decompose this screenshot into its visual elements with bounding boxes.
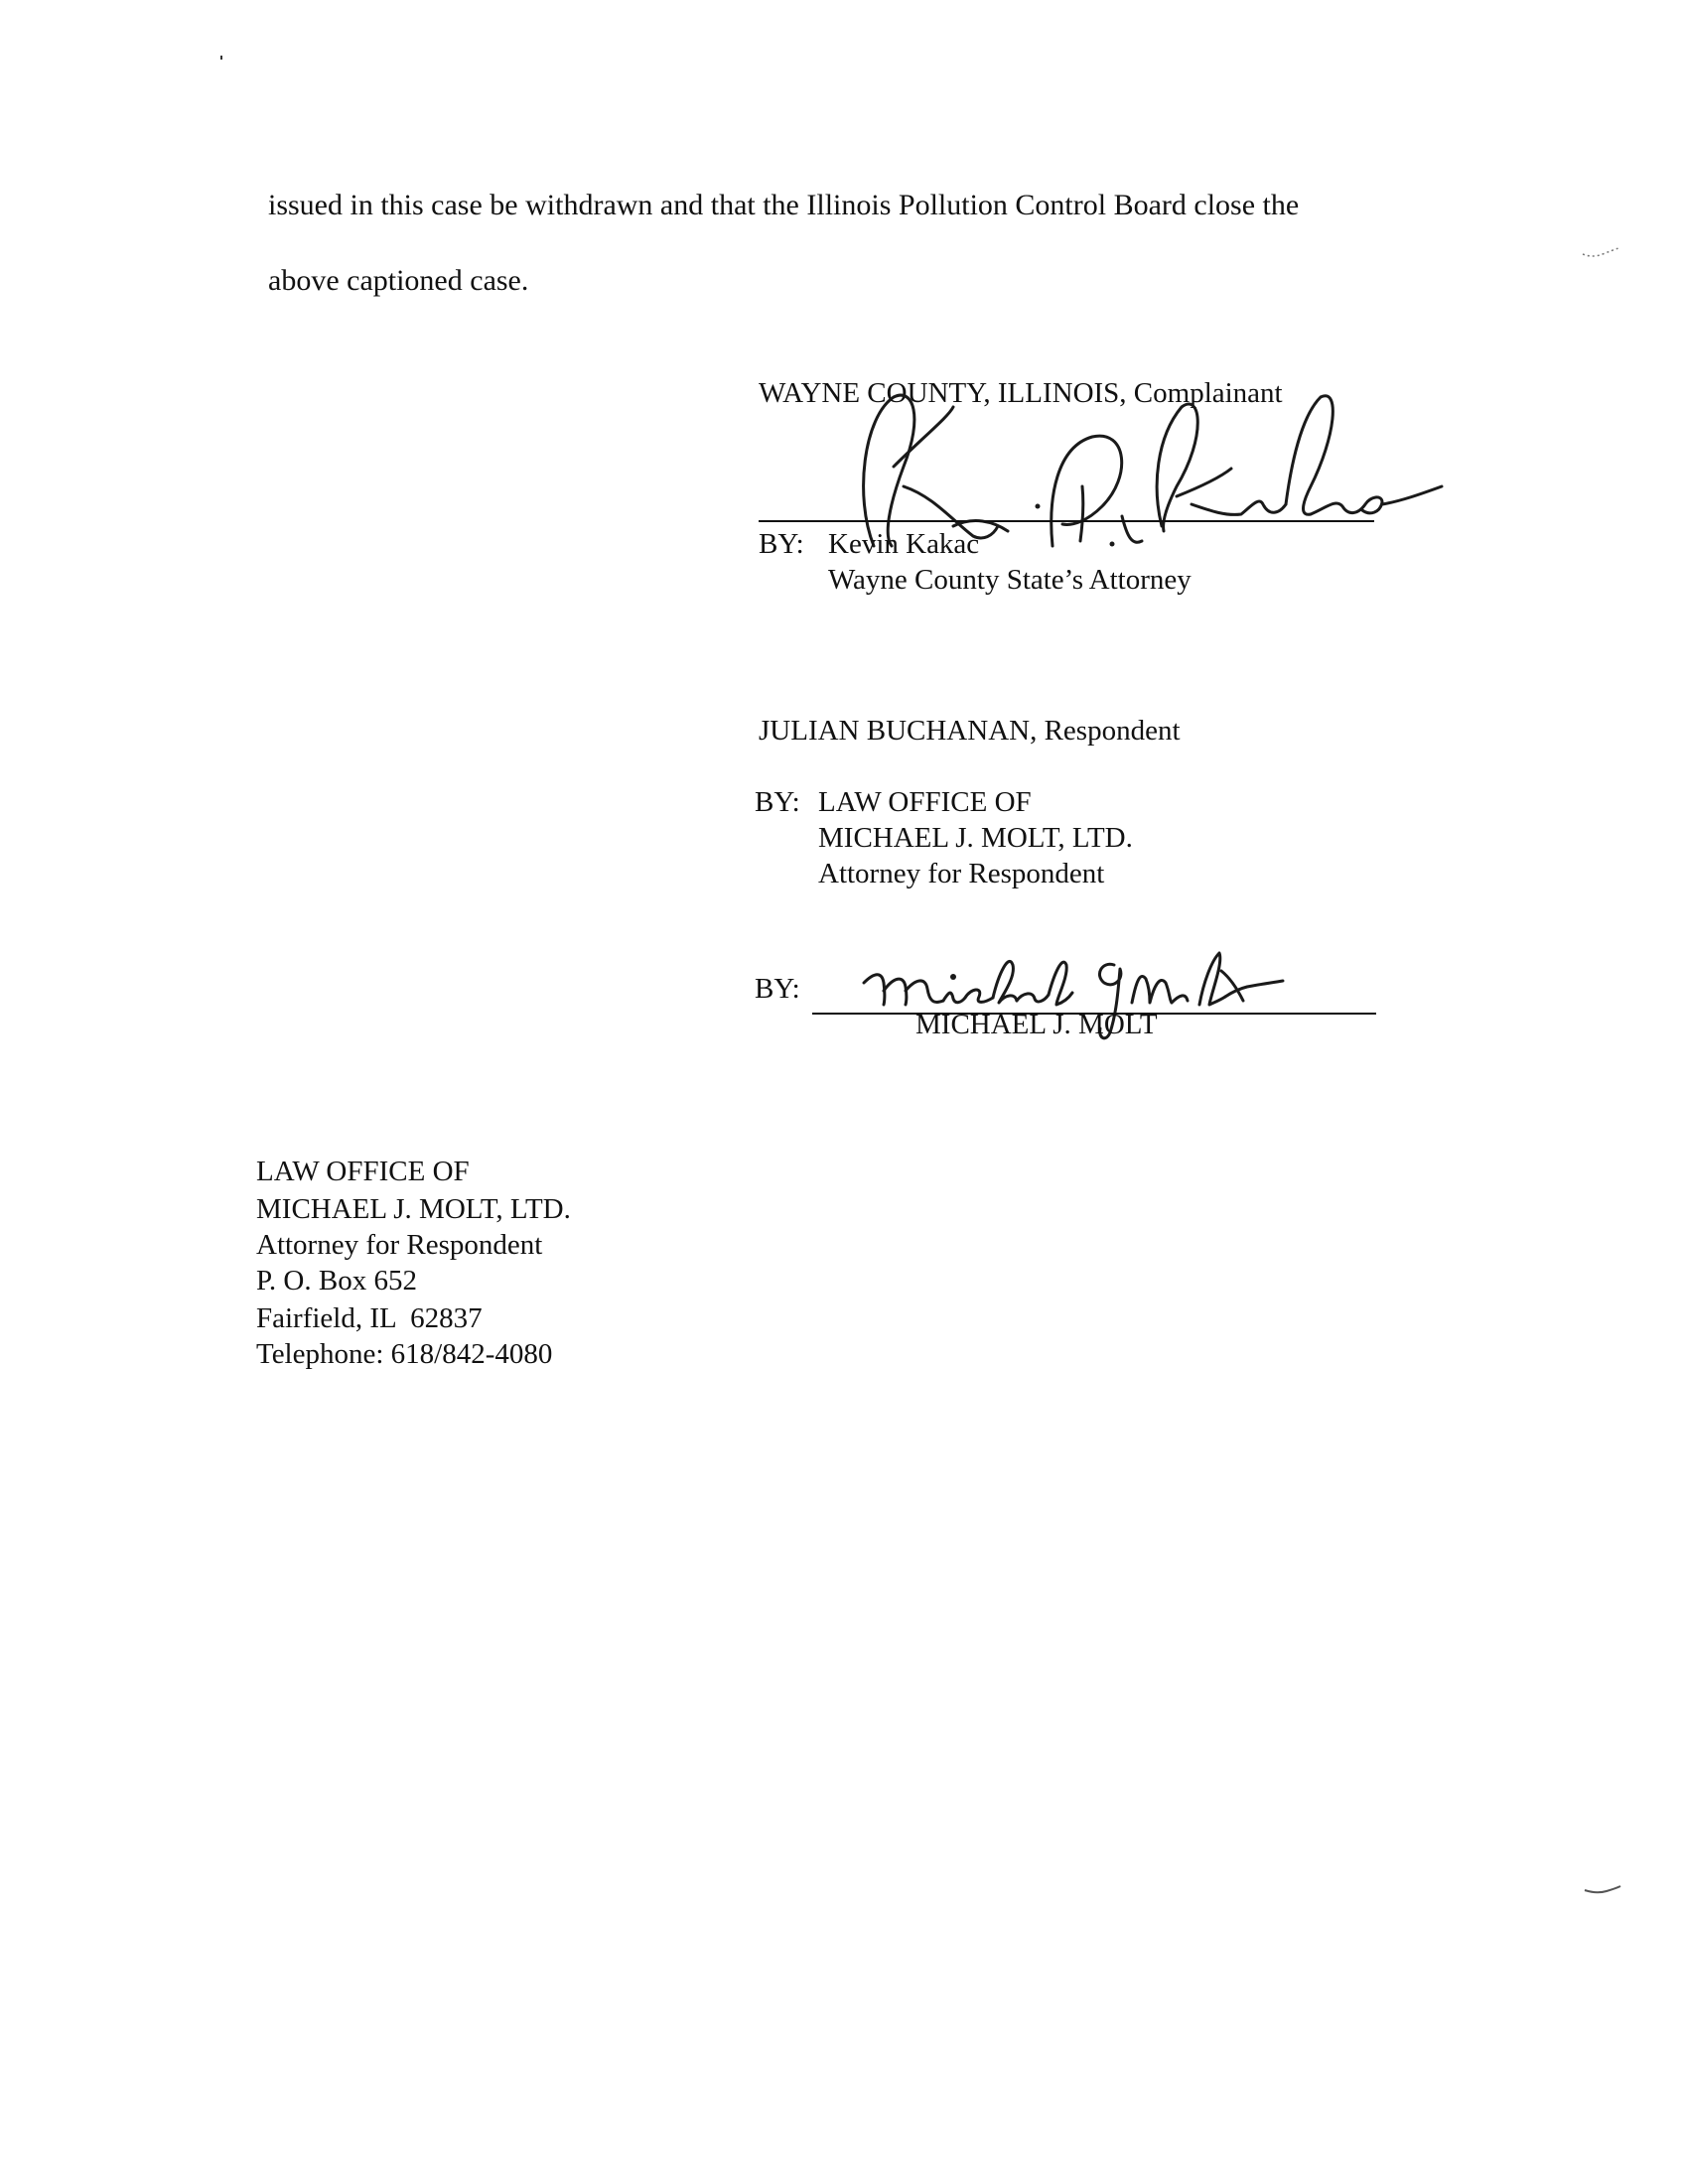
scan-speck xyxy=(220,56,222,60)
respondent-party: JULIAN BUCHANAN, Respondent xyxy=(759,715,1181,747)
scan-artifact-bottom-right xyxy=(1583,1882,1622,1898)
complainant-signature-line xyxy=(759,520,1374,522)
complainant-signer-name: Kevin Kakac xyxy=(828,528,980,560)
respondent-firm-role: Attorney for Respondent xyxy=(818,858,1105,889)
respondent-signer-name: MICHAEL J. MOLT xyxy=(915,1009,1158,1040)
body-text-line-2: above captioned case. xyxy=(268,264,529,297)
respondent-second-by-label: BY: xyxy=(755,973,800,1005)
respondent-firm-line-2: MICHAEL J. MOLT, LTD. xyxy=(818,822,1133,854)
respondent-by-label: BY: xyxy=(755,786,800,818)
address-line-4: P. O. Box 652 xyxy=(256,1265,417,1297)
scan-artifact-top-right xyxy=(1581,244,1620,260)
respondent-firm-line-1: LAW OFFICE OF xyxy=(818,786,1032,818)
body-text-line-1: issued in this case be withdrawn and that the Illinois Pollution Control Board close the xyxy=(268,189,1300,221)
complainant-party: WAYNE COUNTY, ILLINOIS, Complainant xyxy=(759,377,1283,409)
complainant-signer-title: Wayne County State’s Attorney xyxy=(828,564,1192,596)
address-line-6: Telephone: 618/842-4080 xyxy=(256,1338,553,1370)
complainant-by-label: BY: xyxy=(759,528,804,560)
address-line-5: Fairfield, IL 62837 xyxy=(256,1302,483,1334)
address-line-1: LAW OFFICE OF xyxy=(256,1156,470,1187)
address-line-3: Attorney for Respondent xyxy=(256,1229,543,1261)
address-line-2: MICHAEL J. MOLT, LTD. xyxy=(256,1193,571,1225)
